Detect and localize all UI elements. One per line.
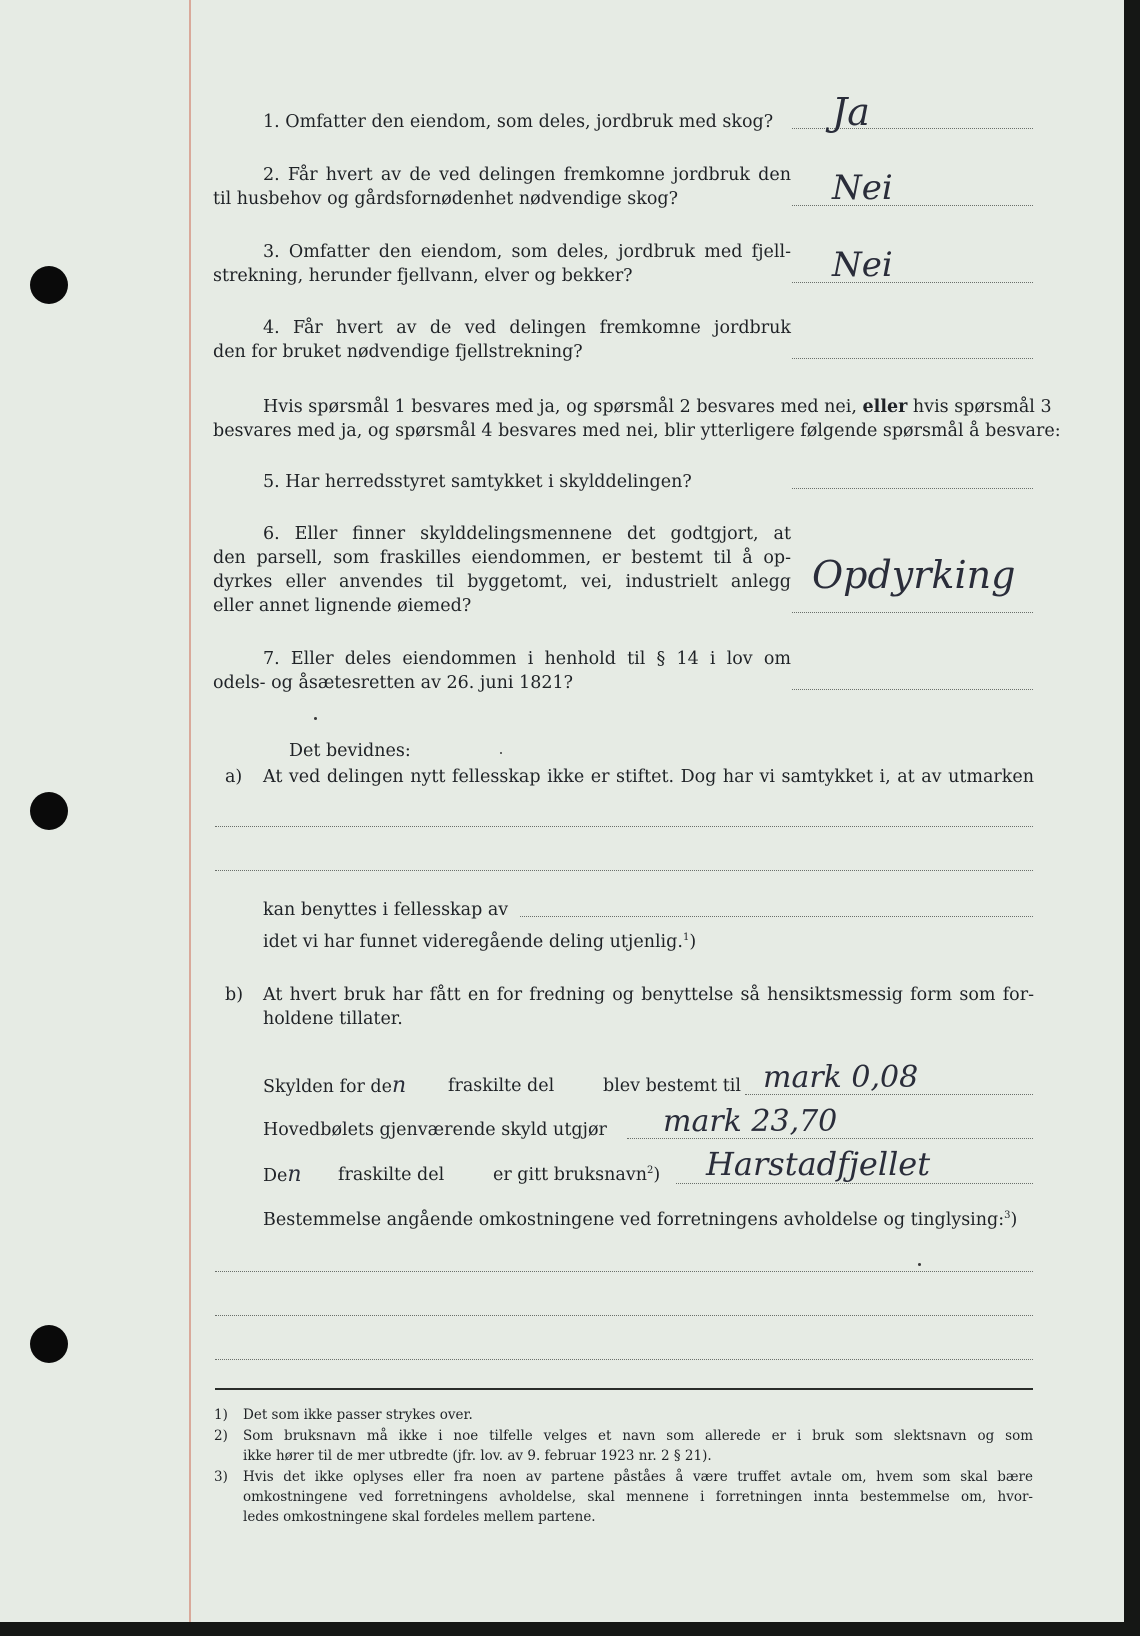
paper-speck [918,1263,921,1266]
answer-3: Nei [832,245,893,285]
scan-edge-right [1124,0,1140,1636]
benyttes-fill-line [520,916,1033,917]
answer-line-3 [792,282,1033,283]
item-a-text: At ved delingen nytt fellesskap ikke er stiftet. Dog har vi samtykket i, at av utmarken [263,767,1034,787]
skyld-line-1-c: blev bestemt til [603,1076,741,1096]
answer-line-2 [792,205,1033,206]
bestemmelse-text: Bestemmelse angående omkostningene ved forretningens avholdelse og tinglysing:$^3$) [263,1210,1018,1230]
question-6-line-1: 6. Eller finner skylddelingsmennene det godtgjort, at [263,524,791,544]
fill-line [215,1271,1033,1272]
footnote-3-mark: 3) [214,1469,228,1485]
answer-6: Opdyrking [812,553,1016,597]
item-b-line-2: holdene tillater. [263,1009,403,1029]
punch-hole-icon [30,266,68,304]
question-1: 1. Omfatter den eiendom, som deles, jordbruk med skog? [263,112,774,132]
question-3-line-1: 3. Omfatter den eiendom, som deles, jordbruk med fjell- [263,242,791,262]
answer-line-6 [792,612,1033,613]
question-2-line-2: til husbehov og gårdsfornødenhet nødvendige skog? [213,189,678,209]
paper-speck [500,752,502,754]
question-5: 5. Har herredsstyret samtykket i skylddelingen? [263,472,692,492]
question-4-line-1: 4. Får hvert av de ved delingen fremkomne jordbruk [263,318,791,338]
answer-line-1 [792,128,1033,129]
footnote-2-line-2: ikke hører til de mer utbredte (jfr. lov. av 9. februar 1923 nr. 2 § 21). [243,1448,712,1464]
answer-line-7 [792,689,1033,690]
footnote-2-line-1: Som bruksnavn må ikke i noe tilfelle velges et navn som allerede er i bruk som slektsnavn og som [243,1428,1033,1444]
benyttes-label: kan benyttes i fellesskap av [263,900,509,920]
hovedbol-label: Hovedbølets gjenværende skyld utgjør [263,1120,607,1140]
footnote-3-line-3: ledes omkostningene skal fordeles mellem partene. [243,1509,596,1525]
fill-line [215,826,1033,827]
item-a-marker: a) [225,767,243,787]
paper-speck [314,717,317,720]
fill-line [215,1315,1033,1316]
answer-2: Nei [832,168,893,208]
footnote-1-text: Det som ikke passer strykes over. [243,1407,473,1423]
item-b-marker: b) [225,985,244,1005]
footnote-3-line-1: Hvis det ikke oplyses eller fra noen av partene påståes å være truffet avtale om, hvem som skal bære [243,1469,1033,1485]
punch-hole-icon [30,1325,68,1363]
intro-line-2: besvares med ja, og spørsmål 4 besvares med nei, blir ytterligere følgende spørsmål å besvare: [213,421,1061,441]
intro-line-1: Hvis spørsmål 1 besvares med ja, og spørsmål 2 besvares med nei, eller hvis spørsmål 3 [263,397,1052,417]
margin-line [189,0,191,1622]
punch-hole-icon [30,792,68,830]
question-3-line-2: strekning, herunder fjellvann, elver og bekker? [213,266,633,286]
fill-line [215,870,1033,871]
scan-edge-bottom [0,1622,1140,1636]
bruksnavn-line-c: er gitt bruksnavn$^2$) [493,1165,661,1185]
answer-line-5 [792,488,1033,489]
bevidnes-heading: Det bevidnes: [289,741,411,761]
question-6-line-2: den parsell, som fraskilles eiendommen, er bestemt til å op- [213,548,791,568]
item-b-line-1: At hvert bruk har fått en for fredning og benyttelse så hensiktsmessig form som for- [263,985,1034,1005]
skyld-answer: mark 0,08 [763,1060,919,1095]
bruksnavn-fill-line [676,1183,1033,1184]
footnote-1-mark: 1) [214,1407,228,1423]
footnote-2-mark: 2) [214,1428,228,1444]
question-2-line-1: 2. Får hvert av de ved delingen fremkomne jordbruk den [263,165,791,185]
skyld-line-1-a: Skylden for den [263,1073,407,1098]
question-4-line-2: den for bruket nødvendige fjellstrekning? [213,342,583,362]
question-6-line-3: dyrkes eller anvendes til byggetomt, vei, industrielt anlegg [213,572,791,592]
answer-line-4 [792,358,1033,359]
bruksnavn-line-a: Den [263,1162,302,1187]
answer-1: Ja [832,90,870,134]
question-6-line-4: eller annet lignende øiemed? [213,596,472,616]
idet-text: idet vi har funnet videregående deling utjenlig.$^1$) [263,932,697,952]
footnote-3-line-2: omkostningene ved forretningens avholdelse, skal mennene i forretningen innta bestemmelse om, hvor- [243,1489,1033,1505]
question-7-line-2: odels- og åsætesretten av 26. juni 1821? [213,673,573,693]
fill-line [215,1359,1033,1360]
question-7-line-1: 7. Eller deles eiendommen i henhold til § 14 i lov om [263,649,791,669]
skyld-line-1-b: fraskilte del [448,1076,555,1096]
hovedbol-answer: mark 23,70 [663,1104,838,1139]
bruksnavn-answer: Harstadfjellet [706,1145,931,1183]
bruksnavn-line-b: fraskilte del [338,1165,445,1185]
footnote-rule [215,1388,1033,1390]
